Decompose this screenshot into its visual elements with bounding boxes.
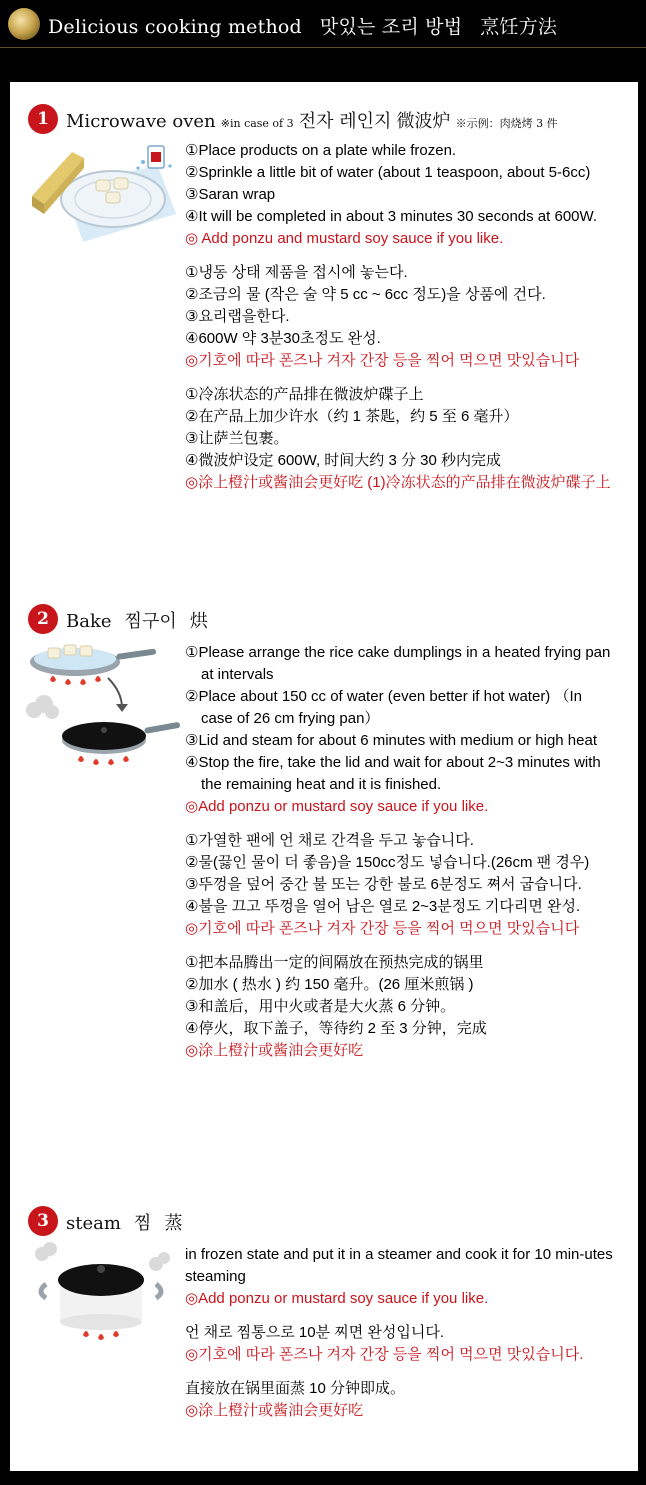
- instructions-chinese: [185, 1378, 615, 1422]
- step-2: ②Place about 150 cc of water (even better if hot water) （In case of 26 cm frying pan）: [185, 688, 582, 727]
- section-title-en: Bake: [66, 611, 112, 632]
- step-1: ①冷冻状态的产品排在微波炉碟子上: [185, 386, 424, 403]
- instructions-chinese: [185, 384, 615, 494]
- section-1-title: [66, 107, 558, 133]
- sauce-tip: ◎기호에 따라 폰즈나 겨자 간장 등을 찍어 먹으면 맛있습니다.: [185, 1346, 584, 1363]
- step-4: ④It will be completed in about 3 minutes 30 seconds at 600W.: [185, 208, 598, 225]
- frying-pan-icon: [20, 640, 185, 775]
- sauce-tip: ◎涂上橙汁或酱油会更好吃 (1)冷冻状态的产品排在微波炉碟子上: [185, 474, 611, 491]
- instructions-chinese: [185, 952, 615, 1062]
- section-title-en: Microwave oven: [66, 111, 216, 132]
- section-title-ko: 찜구이: [124, 611, 177, 632]
- step-4: ④微波炉设定 600W, 时间大约 3 分 30 秒内完成: [185, 452, 502, 469]
- step-1: ①냉동 상태 제품을 접시에 놓는다.: [185, 264, 408, 281]
- step-3: ③Lid and steam for about 6 minutes with medium or high heat: [185, 732, 598, 749]
- step-1: ①가열한 팬에 언 채로 간격을 두고 놓습니다.: [185, 832, 474, 849]
- step-3: ③和盖后，用中火或者是大火蒸 6 分钟。: [185, 998, 456, 1015]
- section-2-title: [66, 607, 208, 633]
- step-2: ②在产品上加少许水（约 1 茶匙，约 5 至 6 毫升）: [185, 408, 519, 425]
- instructions-english: [185, 642, 615, 818]
- title-chinese: 烹饪方法: [480, 16, 558, 38]
- content-panel: [10, 82, 638, 1471]
- step-4: ④Stop the fire, take the lid and wait for about 2~3 minutes with the remaining heat and it is finished.: [185, 754, 601, 793]
- sauce-tip: ◎Add ponzu or mustard soy sauce if you like.: [185, 1290, 489, 1307]
- sauce-tip: ◎기호에 따라 폰즈나 겨자 간장 등을 찍어 먹으면 맛있습니다: [185, 920, 580, 937]
- step-1: ①把本品腾出一定的间隔放在预热完成的锅里: [185, 954, 484, 971]
- section-title-zh: 烘: [189, 611, 208, 632]
- steam-instruction: 直接放在锅里面蒸 10 分钟即成。: [185, 1380, 406, 1397]
- section-note-zh: ※示例：肉烧烤 3 件: [455, 117, 558, 130]
- sauce-tip: ◎ Add ponzu and mustard soy sauce if you like.: [185, 230, 504, 247]
- step-4: ④600W 약 3분30초정도 완성.: [185, 330, 381, 347]
- step-1: ①Please arrange the rice cake dumplings in a heated frying pan at intervals: [185, 644, 611, 683]
- step-2: ②물(끓인 물이 더 좋음)을 150cc정도 넣습니다.(26cm 팬 경우): [185, 854, 590, 871]
- section-title-en: steam: [66, 1213, 121, 1234]
- title-english: Delicious cooking method: [48, 16, 302, 38]
- step-2: ②조금의 물 (작은 술 약 5 cc ~ 6cc 정도)을 상품에 건다.: [185, 286, 546, 303]
- section-number-badge: 3: [28, 1206, 58, 1236]
- section-title-ko: 전자 레인지: [298, 111, 392, 132]
- section-number-badge: 2: [28, 604, 58, 634]
- section-number-badge: 1: [28, 104, 58, 134]
- sauce-tip: ◎기호에 따라 폰즈나 겨자 간장 등을 찍어 먹으면 맛있습니다: [185, 352, 580, 369]
- sauce-tip: ◎涂上橙汁或酱油会更好吃: [185, 1402, 364, 1419]
- section-note: ※in case of 3: [220, 117, 294, 130]
- page-title: [48, 12, 575, 39]
- sauce-tip: ◎Add ponzu or mustard soy sauce if you like.: [185, 798, 489, 815]
- section-title-zh: 蒸: [164, 1213, 183, 1234]
- step-3: ③요리랩을한다.: [185, 308, 290, 325]
- section-2-instructions: [185, 642, 615, 1074]
- steam-instruction: in frozen state and put it in a steamer and cook it for 10 min-utes steaming: [185, 1246, 613, 1285]
- step-4: ④停火，取下盖子，等待约 2 至 3 分钟，完成: [185, 1020, 487, 1037]
- step-1: ①Place products on a plate while frozen.: [185, 142, 457, 159]
- steam-instruction: 언 채로 찜통으로 10분 찌면 완성입니다.: [185, 1324, 445, 1341]
- sauce-tip: ◎涂上橙汁或酱油会更好吃: [185, 1042, 364, 1059]
- microwave-plate-icon: [28, 144, 178, 244]
- step-2: ②Sprinkle a little bit of water (about 1 teaspoon, about 5-6cc): [185, 164, 591, 181]
- instructions-korean: [185, 830, 615, 940]
- step-3: ③Saran wrap: [185, 186, 276, 203]
- section-title-ko: 찜: [134, 1213, 152, 1234]
- page-header: [0, 0, 646, 48]
- step-4: ④불을 끄고 뚜껑을 열어 남은 열로 2~3분정도 기다리면 완성.: [185, 898, 581, 915]
- instructions-korean: [185, 262, 615, 372]
- header-divider: [0, 47, 646, 48]
- instructions-english: [185, 1244, 615, 1310]
- step-3: ③뚜껑을 덮어 중간 불 또는 강한 불로 6분정도 쪄서 굽습니다.: [185, 876, 582, 893]
- section-1-instructions: [185, 140, 615, 506]
- step-2: ②加水 ( 热水 ) 约 150 毫升。(26 厘米煎锅 ): [185, 976, 474, 993]
- title-korean: 맛있는 조리 방법: [319, 16, 463, 38]
- section-3-instructions: [185, 1244, 615, 1434]
- section-3-title: [66, 1209, 183, 1235]
- gold-emblem-icon: [8, 8, 40, 40]
- instructions-korean: [185, 1322, 615, 1366]
- step-3: ③让萨兰包裹。: [185, 430, 289, 447]
- steamer-pot-icon: [30, 1242, 175, 1342]
- instructions-english: [185, 140, 615, 250]
- section-title-zh: 微波炉: [396, 111, 451, 132]
